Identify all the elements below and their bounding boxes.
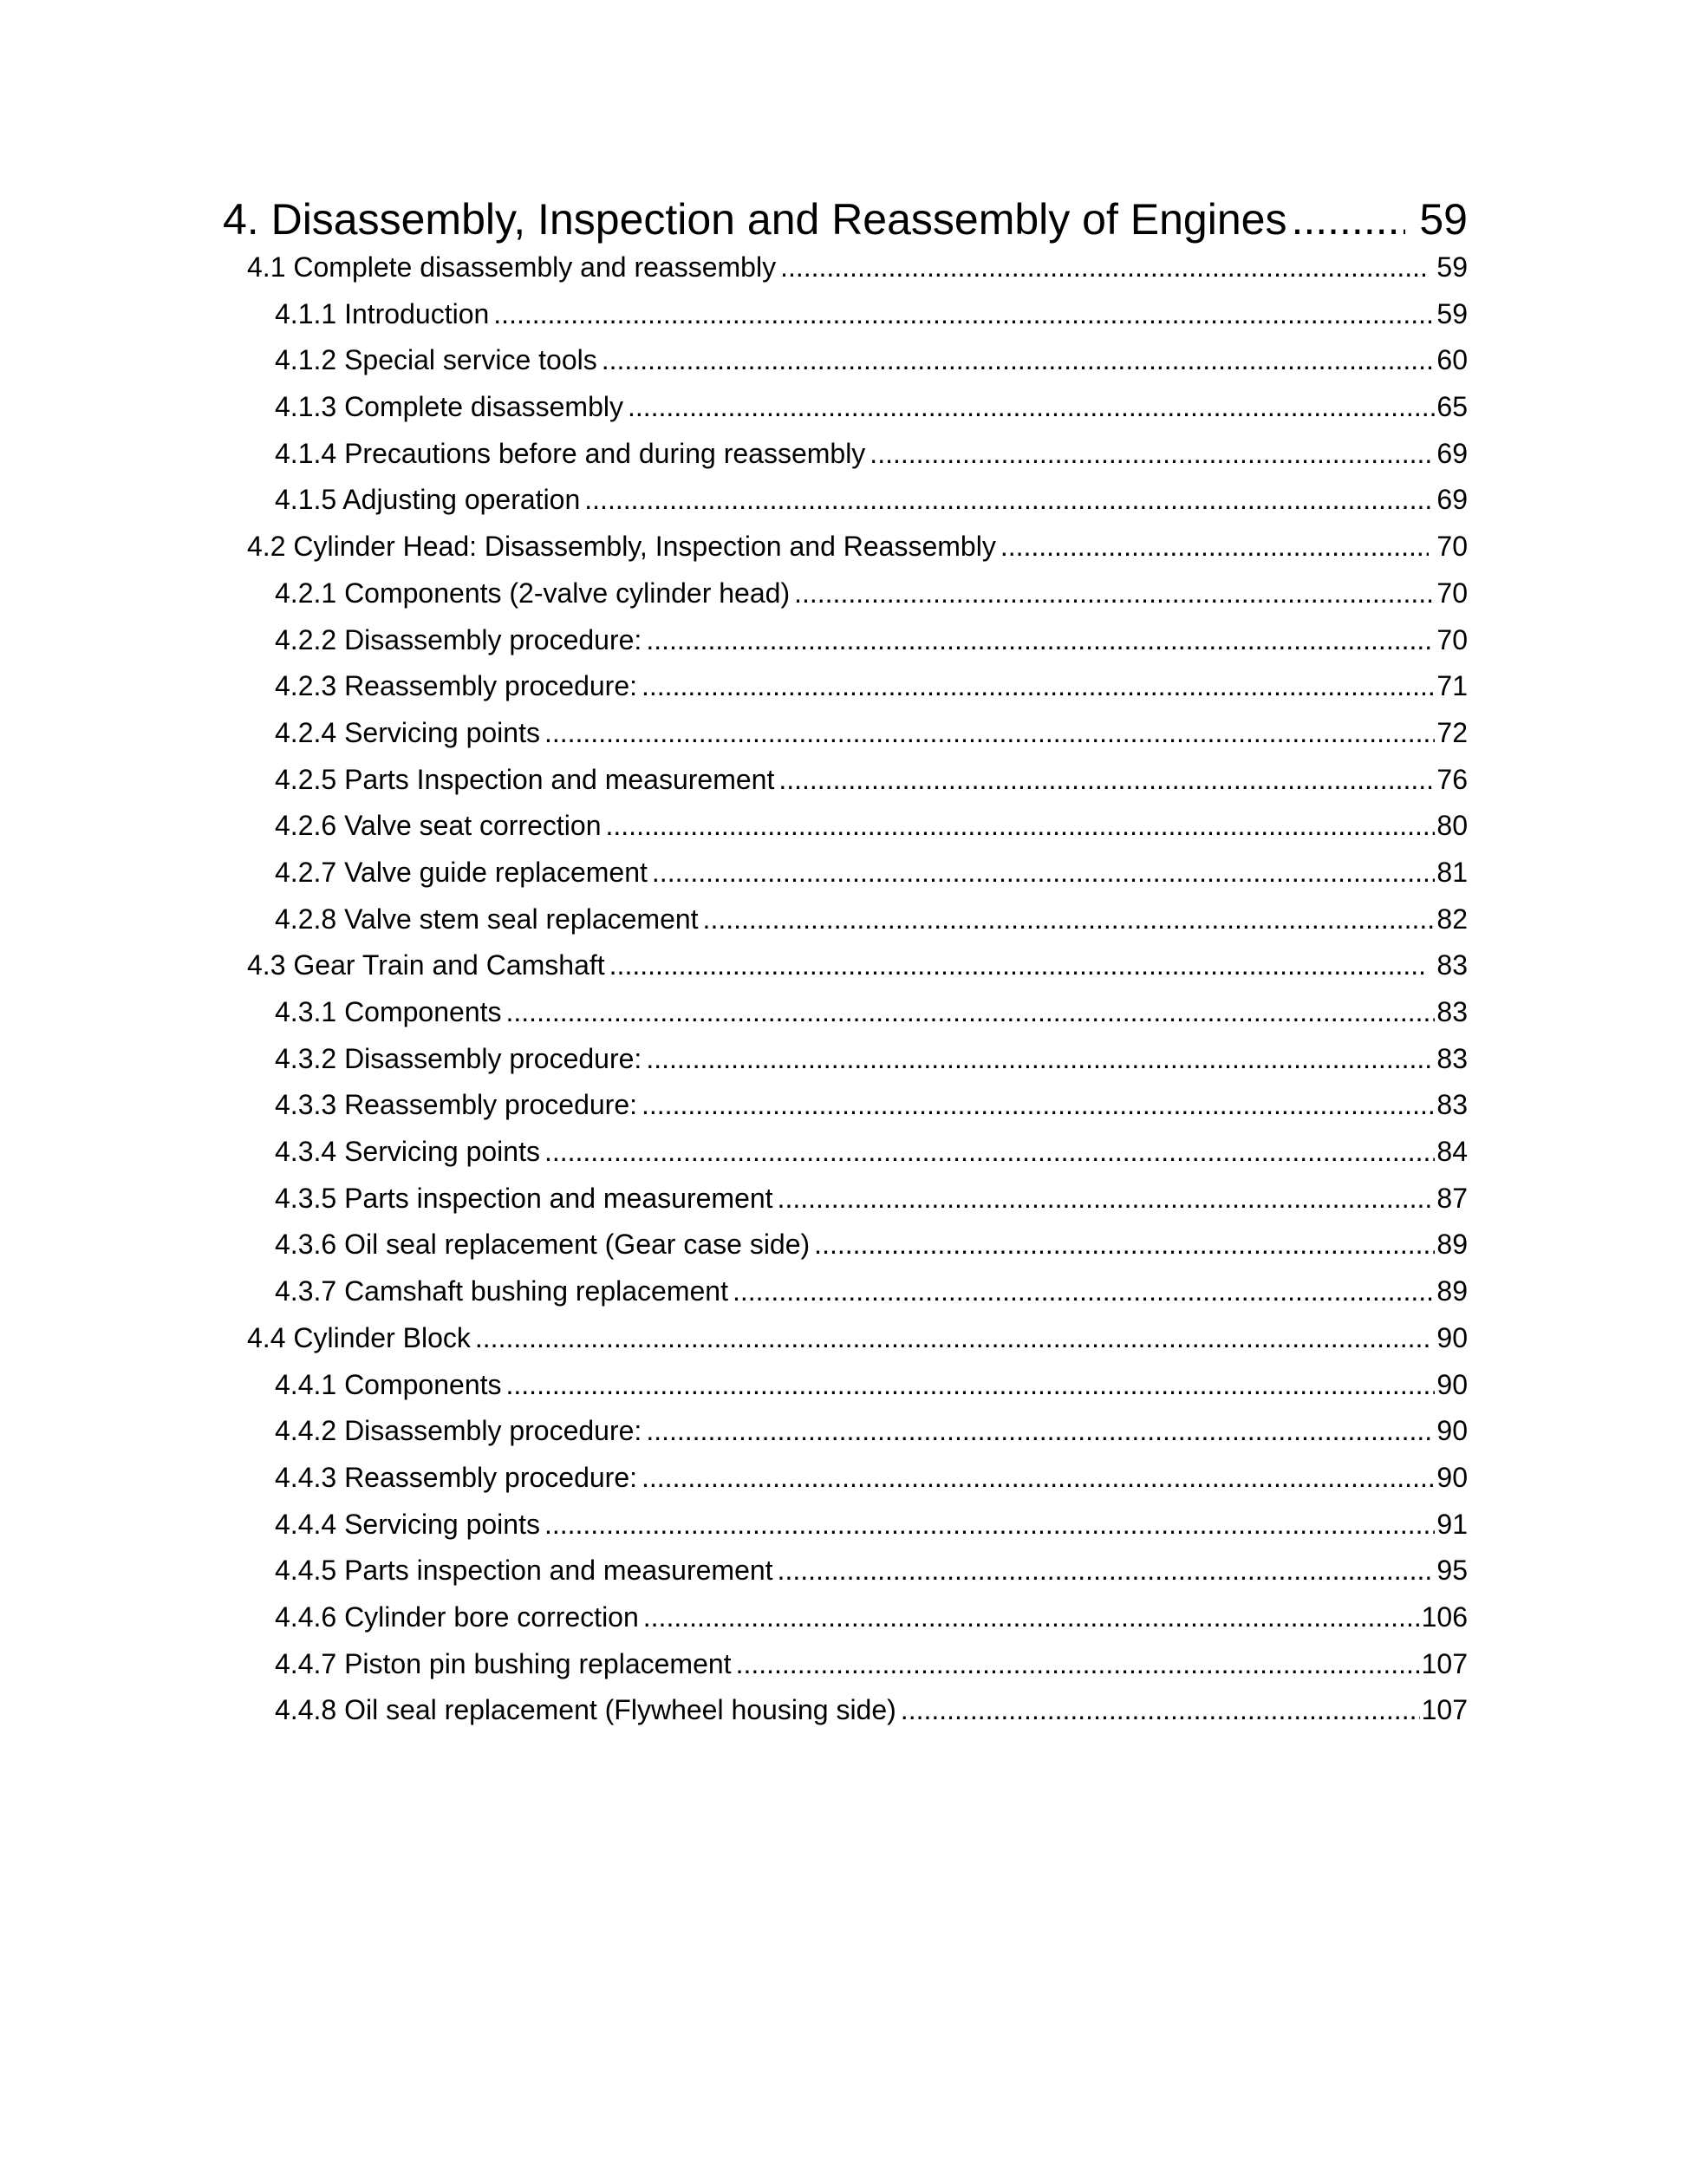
toc-entry[interactable]	[223, 1268, 1468, 1315]
leader-dots	[780, 244, 1429, 291]
toc-entry-page-number: 69	[1436, 437, 1468, 469]
toc-entry-label: 4.3.5 Parts inspection and measurement	[275, 1182, 773, 1214]
leader-dots	[736, 1641, 1420, 1688]
toc-entry-page-number: 95	[1436, 1555, 1468, 1587]
toc-entry[interactable]	[223, 384, 1468, 431]
leader-dots	[506, 1362, 1436, 1409]
leader-dots	[609, 942, 1430, 989]
toc-entry-label: 4.1.5 Adjusting operation	[275, 484, 581, 516]
toc-entry-label: 4.2.7 Valve guide replacement	[275, 856, 648, 888]
toc-entry-label: 4.4.4 Servicing points	[275, 1508, 540, 1540]
leader-dots	[794, 570, 1435, 617]
toc-entry-label: 4.2.3 Reassembly procedure:	[275, 670, 637, 702]
toc-entry-label: 4.1.4 Precautions before and during reassembly	[275, 437, 866, 469]
toc-entry-label: 4.4.5 Parts inspection and measurement	[275, 1555, 773, 1587]
toc-entry-page-number: 80	[1436, 810, 1468, 842]
toc-entry-label: 4.3 Gear Train and Camshaft	[247, 949, 605, 981]
toc-list	[223, 244, 1468, 1734]
toc-entry[interactable]	[223, 1687, 1468, 1734]
toc-entry-page-number: 90	[1436, 1461, 1468, 1493]
toc-entry-page-number: 59	[1436, 251, 1468, 283]
table-of-contents	[223, 194, 1468, 1734]
toc-entry[interactable]	[223, 942, 1468, 989]
toc-entry-page-number: 107	[1421, 1647, 1468, 1679]
leader-dots	[643, 1594, 1420, 1641]
leader-dots	[646, 1408, 1435, 1455]
toc-entry[interactable]	[223, 803, 1468, 850]
toc-entry-page-number: 90	[1436, 1368, 1468, 1400]
toc-entry-label: 4.4 Cylinder Block	[247, 1321, 471, 1353]
leader-dots	[652, 850, 1436, 896]
toc-entry-page-number: 89	[1436, 1275, 1468, 1307]
toc-entry-label: 4.2.8 Valve stem seal replacement	[275, 903, 699, 935]
toc-entry[interactable]	[223, 1362, 1468, 1409]
toc-entry-page-number: 82	[1436, 903, 1468, 935]
toc-entry-label: 4.3.4 Servicing points	[275, 1136, 540, 1168]
toc-entry[interactable]	[223, 1315, 1468, 1362]
toc-entry[interactable]	[223, 1455, 1468, 1502]
toc-entry-page-number: 65	[1436, 391, 1468, 423]
toc-entry-page-number: 83	[1436, 949, 1468, 981]
toc-entry[interactable]	[223, 1502, 1468, 1548]
toc-entry-label: 4.3.7 Camshaft bushing replacement	[275, 1275, 728, 1307]
leader-dots	[606, 803, 1436, 850]
toc-entry[interactable]	[223, 337, 1468, 384]
toc-entry-label: 4.3.6 Oil seal replacement (Gear case side)	[275, 1229, 811, 1261]
toc-entry[interactable]	[223, 850, 1468, 896]
toc-entry[interactable]	[223, 291, 1468, 338]
toc-entry-page-number: 70	[1436, 623, 1468, 655]
toc-entry-page-number: 87	[1436, 1182, 1468, 1214]
leader-dots	[602, 337, 1436, 384]
toc-entry[interactable]	[223, 1129, 1468, 1176]
toc-entry-label: 4.3.3 Reassembly procedure:	[275, 1089, 637, 1121]
toc-entry-label: 4.4.7 Piston pin bushing replacement	[275, 1647, 732, 1679]
leader-dots	[646, 617, 1435, 664]
toc-entry-page-number: 70	[1436, 531, 1468, 563]
toc-entry-page-number: 106	[1421, 1601, 1468, 1633]
leader-dots	[544, 1129, 1435, 1176]
toc-entry[interactable]	[223, 1408, 1468, 1455]
leader-dots	[1291, 194, 1405, 244]
toc-entry-label: 4.1 Complete disassembly and reassembly	[247, 251, 777, 283]
leader-dots	[544, 1502, 1435, 1548]
toc-entry-page-number: 72	[1436, 716, 1468, 748]
toc-entry[interactable]	[223, 1594, 1468, 1641]
leader-dots	[475, 1315, 1430, 1362]
toc-entry-page-number: 59	[1436, 297, 1468, 329]
leader-dots	[778, 1176, 1436, 1222]
toc-entry-label: 4.1.1 Introduction	[275, 297, 490, 329]
toc-entry-label: 4.2.5 Parts Inspection and measurement	[275, 763, 775, 795]
toc-entry[interactable]	[223, 710, 1468, 757]
toc-title: 4. Disassembly, Inspection and Reassembly of Engines	[223, 195, 1287, 244]
leader-dots	[778, 1548, 1436, 1594]
toc-entry-page-number: 84	[1436, 1136, 1468, 1168]
leader-dots	[584, 477, 1435, 524]
toc-entry-label: 4.4.6 Cylinder bore correction	[275, 1601, 639, 1633]
toc-entry[interactable]	[223, 524, 1468, 570]
toc-entry-page-number: 90	[1436, 1321, 1468, 1353]
toc-entry-page-number: 83	[1436, 1042, 1468, 1074]
toc-entry-label: 4.2.6 Valve seat correction	[275, 810, 602, 842]
leader-dots	[1000, 524, 1430, 570]
leader-dots	[814, 1222, 1435, 1268]
leader-dots	[870, 431, 1435, 478]
toc-entry-label: 4.1.3 Complete disassembly	[275, 391, 623, 423]
toc-entry[interactable]	[223, 1082, 1468, 1129]
leader-dots	[703, 896, 1436, 943]
toc-entry-label: 4.4.3 Reassembly procedure:	[275, 1461, 637, 1493]
toc-entry[interactable]	[223, 477, 1468, 524]
leader-dots	[642, 1455, 1435, 1502]
toc-entry[interactable]	[223, 1548, 1468, 1594]
toc-entry[interactable]	[223, 244, 1468, 291]
toc-entry-label: 4.1.2 Special service tools	[275, 344, 597, 376]
toc-entry[interactable]	[223, 1036, 1468, 1083]
toc-entry-label: 4.2.4 Servicing points	[275, 716, 540, 748]
toc-entry[interactable]	[223, 570, 1468, 617]
toc-entry[interactable]	[223, 896, 1468, 943]
toc-entry-label: 4.3.1 Components	[275, 996, 502, 1027]
leader-dots	[901, 1687, 1420, 1734]
toc-entry-page-number: 69	[1436, 484, 1468, 516]
toc-entry-page-number: 71	[1436, 670, 1468, 702]
toc-entry-page-number: 83	[1436, 1089, 1468, 1121]
toc-title-page-number: 59	[1419, 195, 1468, 244]
leader-dots	[646, 1036, 1435, 1083]
toc-entry[interactable]	[223, 1222, 1468, 1268]
toc-entry[interactable]	[223, 1176, 1468, 1222]
toc-entry-label: 4.4.8 Oil seal replacement (Flywheel housing side)	[275, 1694, 896, 1726]
toc-entry-page-number: 83	[1436, 996, 1468, 1027]
toc-entry-page-number: 81	[1436, 856, 1468, 888]
leader-dots	[733, 1268, 1435, 1315]
leader-dots	[642, 1082, 1435, 1129]
leader-dots	[506, 989, 1436, 1036]
toc-entry-label: 4.2.2 Disassembly procedure:	[275, 623, 642, 655]
toc-entry-label: 4.4.2 Disassembly procedure:	[275, 1415, 642, 1447]
leader-dots	[778, 757, 1435, 804]
toc-entry[interactable]	[223, 663, 1468, 710]
toc-entry-page-number: 70	[1436, 577, 1468, 609]
leader-dots	[493, 291, 1435, 338]
toc-entry-page-number: 90	[1436, 1415, 1468, 1447]
toc-entry-page-number: 107	[1421, 1694, 1468, 1726]
toc-entry-page-number: 60	[1436, 344, 1468, 376]
toc-entry-label: 4.2.1 Components (2-valve cylinder head)	[275, 577, 791, 609]
toc-entry-page-number: 76	[1436, 763, 1468, 795]
leader-dots	[544, 710, 1435, 757]
toc-entry-page-number: 89	[1436, 1229, 1468, 1261]
toc-entry-label: 4.4.1 Components	[275, 1368, 502, 1400]
toc-entry[interactable]	[223, 431, 1468, 478]
toc-entry[interactable]	[223, 989, 1468, 1036]
toc-title-row[interactable]	[223, 194, 1468, 244]
toc-entry[interactable]	[223, 757, 1468, 804]
toc-entry-label: 4.2 Cylinder Head: Disassembly, Inspection and Reassembly	[247, 531, 996, 563]
toc-entry[interactable]	[223, 1641, 1468, 1688]
toc-entry[interactable]	[223, 617, 1468, 664]
leader-dots	[642, 663, 1435, 710]
toc-entry-page-number: 91	[1436, 1508, 1468, 1540]
toc-entry-label: 4.3.2 Disassembly procedure:	[275, 1042, 642, 1074]
leader-dots	[628, 384, 1435, 431]
